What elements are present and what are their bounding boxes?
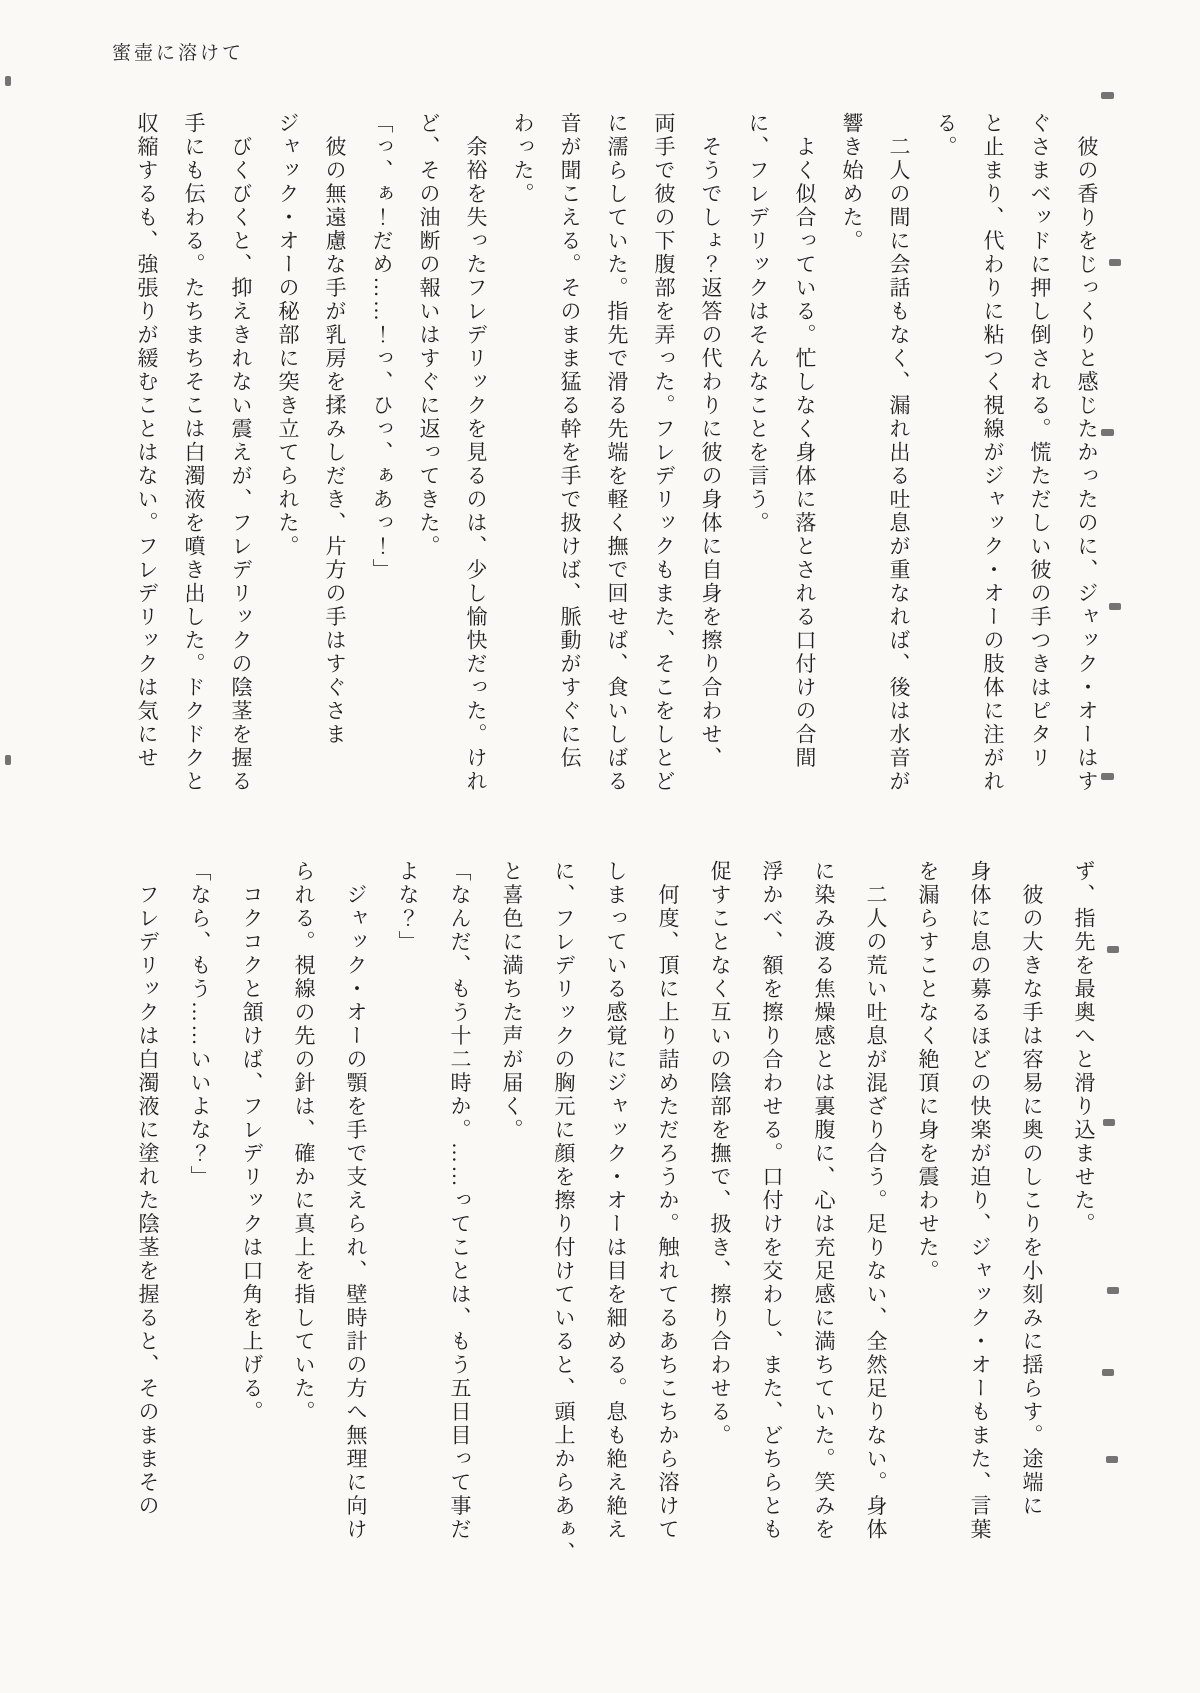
ink-speck [5,755,11,765]
text-column: よな？」 [396,860,420,954]
text-column: 促すことなく互いの陰部を撫で、扱き、擦り合わせる。 [708,860,732,1448]
text-column: 響き始めた。 [840,112,864,253]
text-column: わった。 [511,112,535,206]
text-column: と止まり、代わりに粘つく視線がジャック・オーの肢体に注がれ [981,112,1005,794]
text-column: 余裕を失ったフレデリックを見るのは、少し愉快だった。けれ [464,112,488,794]
ink-speck [1102,1369,1114,1376]
ink-speck [1107,946,1119,953]
ink-speck [1109,603,1121,610]
text-column: 身体に息の募るほどの快楽が迫り、ジャック・オーもまた、言葉 [968,860,992,1542]
text-column: 収縮するも、強張りが緩むことはない。フレデリックは気にせ [135,112,159,770]
text-column: ジャック・オーの顎を手で支えられ、壁時計の方へ無理に向け [344,860,368,1542]
text-column: 彼の大きな手は容易に奥のしこりを小刻みに揺らす。途端に [1020,860,1044,1518]
text-column: を漏らすことなく絶頂に身を震わせた。 [916,860,940,1283]
ink-speck [1103,1119,1115,1126]
ink-speck [1109,259,1121,266]
text-column: 音が聞こえる。そのまま猛る幹を手で扱けば、脈動がすぐに伝 [558,112,582,770]
text-block-top [104,112,1110,820]
text-column: ど、その油断の報いはすぐに返ってきた。 [417,112,441,559]
text-column: 「っ、ぁ！だめ……！っ、ひっ、ぁあっ！」 [370,112,394,582]
text-column: と喜色に満ちた声が届く。 [500,860,524,1142]
text-column: に濡らしていた。指先で滑る先端を軽く撫で回せば、食いしばる [605,112,629,794]
text-column: しまっている感覚にジャック・オーは目を細める。息も絶え絶え [604,860,628,1542]
text-column: 彼の香りをじっくりと感じたかったのに、ジャック・オーはす [1075,112,1099,794]
text-column: フレデリックは白濁液に塗れた陰茎を握ると、そのままその [136,860,160,1518]
text-column: ぐさまベッドに押し倒される。慌ただしい彼の手つきはピタリ [1028,112,1052,770]
text-column: そうでしょ？返答の代わりに彼の身体に自身を擦り合わせ、 [699,112,723,770]
ink-speck [1101,92,1114,99]
text-column: 浮かべ、額を擦り合わせる。口付けを交わし、また、どちらとも [760,860,784,1542]
ink-speck [1101,773,1114,780]
text-column: 彼の無遠慮な手が乳房を揉みしだき、片方の手はすぐさま [323,112,347,747]
ink-speck [1106,1456,1118,1463]
ink-speck [1101,429,1114,436]
text-column: 「なら、もう……いいよな？」 [188,860,212,1189]
text-column: 両手で彼の下腹部を弄った。フレデリックもまた、そこをしとど [652,112,676,794]
text-column: ず、指先を最奥へと滑り込ませた。 [1072,860,1096,1236]
ink-speck [5,76,11,86]
text-column: 何度、頂に上り詰めただろうか。触れてるあちこちから溶けて [656,860,680,1542]
text-column: に染み渡る焦燥感とは裏腹に、心は充足感に満ちていた。笑みを [812,860,836,1542]
text-column: ジャック・オーの秘部に突き立てられた。 [276,112,300,559]
text-block-bottom [104,860,1110,1574]
text-column: びくびくと、抑えきれない震えが、フレデリックの陰茎を握る [229,112,253,794]
text-column: よく似合っている。忙しなく身体に落とされる口付けの合間 [793,112,817,770]
text-column: に、フレデリックはそんなことを言う。 [746,112,770,535]
ink-speck [1107,1287,1119,1294]
text-column: に、フレデリックの胸元に顔を擦り付けていると、頭上からあぁ、 [552,860,576,1565]
text-column: 手にも伝わる。たちまちそこは白濁液を噴き出した。ドクドクと [182,112,206,794]
text-column: 二人の間に会話もなく、漏れ出る吐息が重なれば、後は水音が [887,112,911,794]
text-column: コクコクと頷けば、フレデリックは口角を上げる。 [240,860,264,1424]
page-title: 蜜壺に溶けて [112,43,245,64]
text-column: 「なんだ、もう十二時か。……ってことは、もう五日目って事だ [448,860,472,1542]
text-column: る。 [934,112,958,159]
text-column: 二人の荒い吐息が混ざり合う。足りない、全然足りない。身体 [864,860,888,1542]
text-column: られる。視線の先の針は、確かに真上を指していた。 [292,860,316,1424]
